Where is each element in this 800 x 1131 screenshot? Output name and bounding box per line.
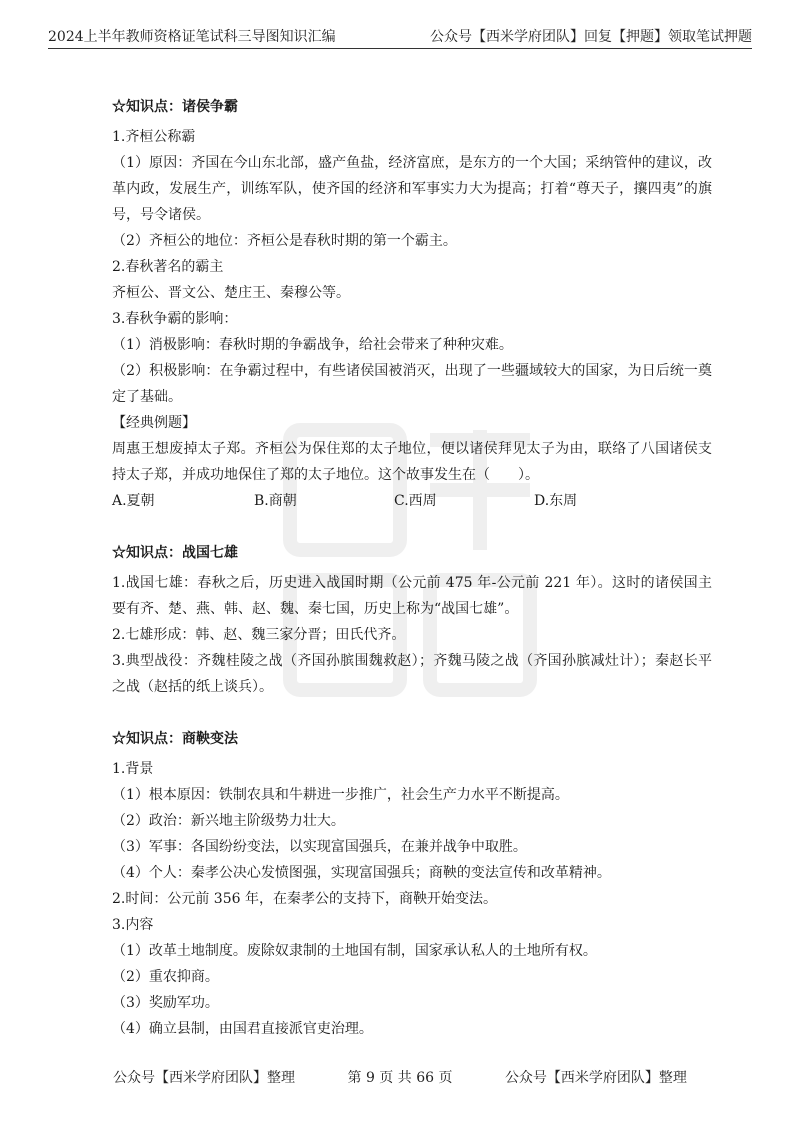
paragraph: （1）根本原因：铁制农具和牛耕进一步推广，社会生产力水平不断提高。	[112, 787, 569, 803]
option-a: A.夏朝	[112, 493, 155, 509]
paragraph: （2）重农抑商。	[112, 969, 219, 985]
paragraph: （4）个人：秦孝公决心发愤图强，实现富国强兵；商鞅的变法宣传和改革精神。	[112, 865, 611, 881]
paragraph: （3）军事：各国纷纷变法，以实现富国强兵，在兼并战争中取胜。	[112, 839, 527, 855]
paragraph: （4）确立县制，由国君直接派官吏治理。	[112, 1021, 373, 1037]
example-question: 周惠王想废掉太子郑。齐桓公为保住郑的太子地位，便以诸侯拜见太子为由，联络了八国诸侯支持太子郑，并成功地保住了郑的太子地位。这个故事发生在（ ）。	[112, 441, 712, 483]
paragraph: 1.战国七雄：春秋之后，历史进入战国时期（公元前 475 年-公元前 221 年）。这时的诸侯国主要有齐、楚、燕、韩、赵、魏、秦七国，历史上称为“战国七雄”。	[112, 575, 712, 617]
header-left-text: 2024上半年教师资格证笔试科三导图知识汇编	[48, 29, 336, 45]
footer-right-text: 公众号【西米学府团队】整理	[504, 1070, 687, 1086]
section-title-vassal-hegemony: ☆知识点：诸侯争霸	[112, 99, 238, 115]
paragraph: 1.背景	[112, 761, 154, 777]
header-divider	[48, 48, 752, 49]
paragraph: 2.时间：公元前 356 年，在秦孝公的支持下，商鞅开始变法。	[112, 891, 497, 907]
paragraph: （2）政治：新兴地主阶级势力壮大。	[112, 813, 345, 829]
example-label: 【经典例题】	[112, 415, 196, 431]
paragraph: 3.内容	[112, 917, 154, 933]
paragraph: （1）改革土地制度。废除奴隶制的土地国有制，国家承认私人的土地所有权。	[112, 943, 597, 959]
option-c: C.西周	[394, 493, 437, 509]
paragraph: 齐桓公、晋文公、楚庄王、秦穆公等。	[112, 285, 350, 301]
paragraph: 3.典型战役：齐魏桂陵之战（齐国孙膑围魏救赵）；齐魏马陵之战（齐国孙膑减灶计）；秦赵长平之战（赵括的纸上谈兵）。	[112, 653, 712, 695]
paragraph: 2.七雄形成：韩、赵、魏三家分晋；田氏代齐。	[112, 627, 406, 643]
footer-left-text: 公众号【西米学府团队】整理	[113, 1070, 296, 1086]
paragraph: （1）消极影响：春秋时期的争霸战争，给社会带来了种种灾难。	[112, 337, 513, 353]
page-footer	[0, 1067, 800, 1087]
page-number: 第 9 页 共 66 页	[347, 1070, 453, 1086]
section-title-shang-yang-reform: ☆知识点：商鞅变法	[112, 731, 238, 747]
paragraph: 3.春秋争霸的影响：	[112, 311, 238, 327]
paragraph: 2.春秋著名的霸主	[112, 259, 224, 275]
paragraph: 1.齐桓公称霸	[112, 129, 196, 145]
paragraph: （3）奖励军功。	[112, 995, 219, 1011]
paragraph: （2）积极影响：在争霸过程中，有些诸侯国被消灭，出现了一些疆域较大的国家，为日后统一奠定了基础。	[112, 363, 712, 405]
section-title-warring-states: ☆知识点：战国七雄	[112, 545, 238, 561]
paragraph: （2）齐桓公的地位：齐桓公是春秋时期的第一个霸主。	[112, 233, 457, 249]
option-b: B.商朝	[254, 493, 297, 509]
option-d: D.东周	[534, 493, 578, 509]
header-right-text: 公众号【西米学府团队】回复【押题】领取笔试押题	[430, 29, 752, 45]
document-body	[112, 94, 712, 1042]
answer-options	[112, 488, 712, 514]
page-header	[48, 22, 752, 46]
paragraph: （1）原因：齐国在今山东北部，盛产鱼盐，经济富庶，是东方的一个大国；采纳管仲的建议，改革内政，发展生产，训练军队，使齐国的经济和军事实力大为提高；打着“尊天子，攘四夷”的旗号，号令诸侯。	[112, 155, 712, 223]
